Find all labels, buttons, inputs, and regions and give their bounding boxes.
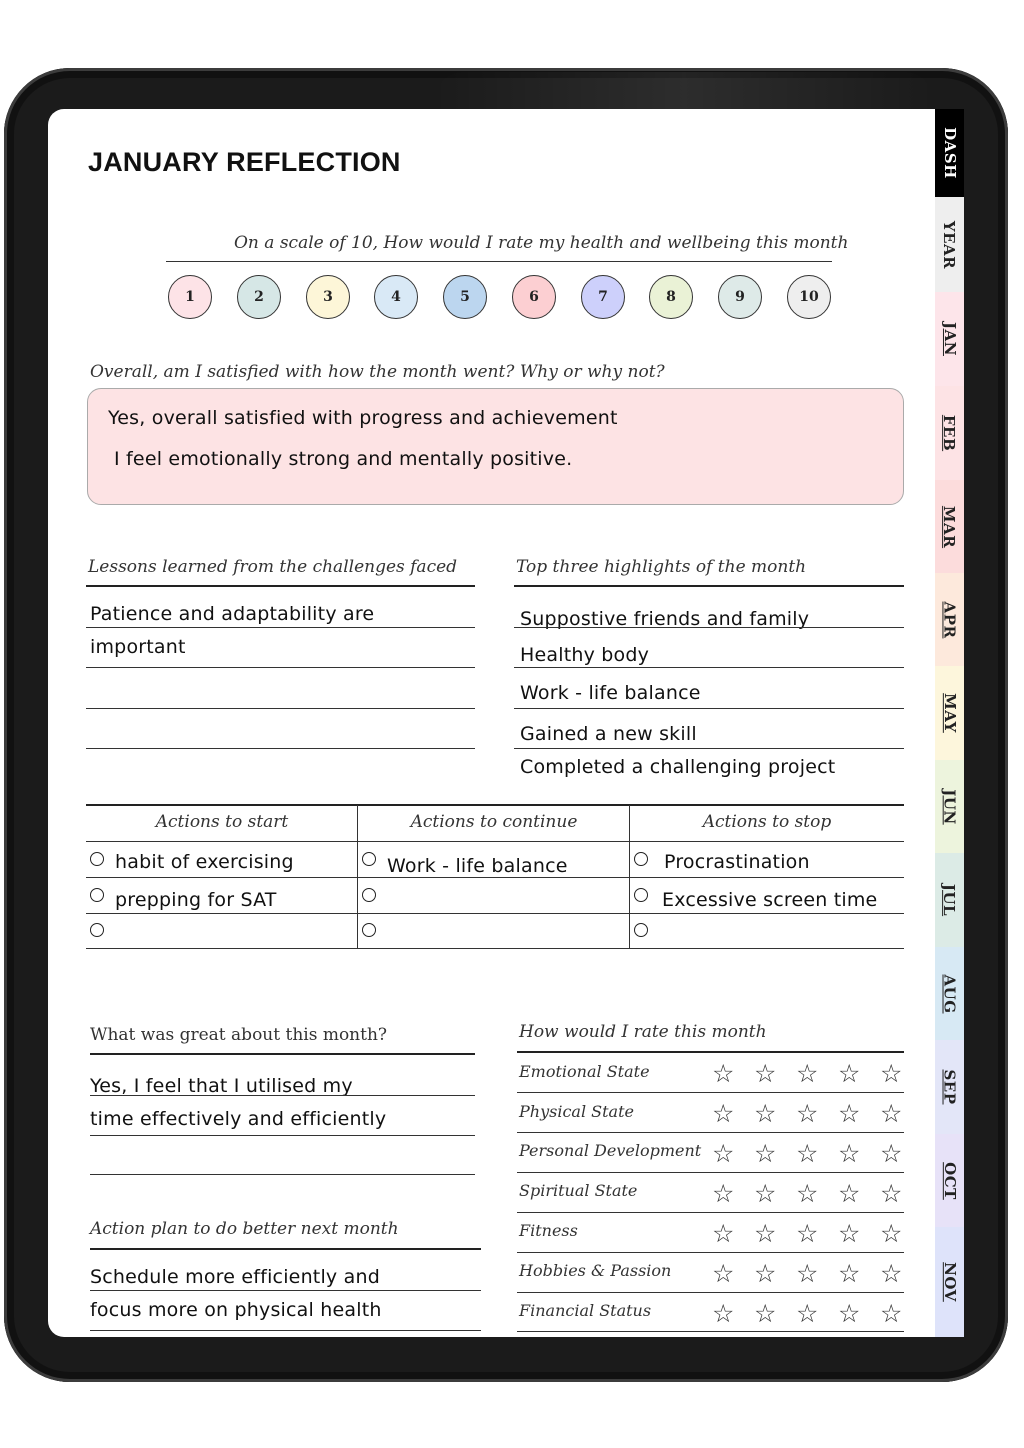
star-icon[interactable]: ☆	[838, 1059, 861, 1088]
rating-stars-physical	[712, 1101, 908, 1127]
star-icon[interactable]: ☆	[796, 1099, 819, 1128]
star-icon[interactable]: ☆	[796, 1059, 819, 1088]
plan-line-1[interactable]: Schedule more efficiently and	[90, 1266, 380, 1288]
lessons-rule	[86, 627, 475, 628]
star-icon[interactable]: ☆	[712, 1179, 735, 1208]
scale-option-9[interactable]: 9	[718, 275, 762, 319]
rating-stars-emotional	[712, 1061, 908, 1087]
actions-bottom-rule	[86, 948, 904, 949]
highlights-header-rule	[514, 585, 904, 587]
star-icon[interactable]: ☆	[880, 1259, 903, 1288]
star-icon[interactable]: ☆	[754, 1139, 777, 1168]
plan-line-2[interactable]: focus more on physical health	[90, 1299, 382, 1321]
rating-label-personal-development: Personal Development	[519, 1141, 702, 1160]
lessons-question: Lessons learned from the challenges faced	[88, 557, 458, 577]
rating-label-physical: Physical State	[519, 1102, 634, 1121]
tab-label: MAY	[940, 693, 959, 733]
actions-column-divider	[357, 805, 358, 949]
star-icon[interactable]: ☆	[754, 1179, 777, 1208]
star-icon[interactable]: ☆	[796, 1219, 819, 1248]
star-icon[interactable]: ☆	[754, 1059, 777, 1088]
tab-label: MAR	[940, 505, 959, 548]
great-rule	[90, 1095, 475, 1096]
plan-header-rule	[90, 1248, 481, 1250]
action-continue-1[interactable]: Work - life balance	[387, 855, 568, 877]
tab-aug[interactable]	[935, 947, 964, 1040]
tab-label: FEB	[940, 414, 959, 452]
star-icon[interactable]: ☆	[880, 1219, 903, 1248]
planner-screen	[48, 109, 964, 1337]
highlight-line-2[interactable]: Healthy body	[520, 644, 650, 666]
star-icon[interactable]: ☆	[712, 1299, 735, 1328]
star-icon[interactable]: ☆	[880, 1139, 903, 1168]
action-continue-checkbox-2[interactable]	[362, 888, 376, 902]
tab-jan[interactable]	[935, 292, 964, 386]
star-icon[interactable]: ☆	[712, 1259, 735, 1288]
actions-table-top-rule	[86, 804, 904, 806]
action-continue-checkbox-3[interactable]	[362, 923, 376, 937]
satisfaction-question: Overall, am I satisfied with how the month went? Why or why not?	[90, 362, 665, 382]
tab-jun[interactable]	[935, 760, 964, 853]
star-icon[interactable]: ☆	[712, 1059, 735, 1088]
star-icon[interactable]: ☆	[754, 1099, 777, 1128]
tab-label: APR	[940, 601, 959, 638]
actions-header-rule	[86, 841, 904, 842]
action-stop-checkbox-3[interactable]	[634, 923, 648, 937]
plan-question: Action plan to do better next month	[90, 1219, 399, 1239]
tab-label: DASH	[940, 127, 959, 179]
rating-header-rule	[517, 1051, 904, 1053]
tab-label: JUN	[940, 788, 959, 825]
scale-option-10[interactable]: 10	[787, 275, 831, 319]
satisfaction-answer-box[interactable]	[87, 388, 904, 505]
tab-oct[interactable]	[935, 1134, 964, 1227]
tab-label: AUG	[940, 973, 959, 1014]
rating-label-emotional: Emotional State	[519, 1062, 650, 1081]
action-stop-checkbox-2[interactable]	[634, 888, 648, 902]
lessons-line-2[interactable]: important	[90, 636, 186, 658]
lessons-line-1[interactable]: Patience and adaptability are	[90, 603, 375, 625]
actions-start-header: Actions to start	[155, 812, 289, 832]
rating-label-fitness: Fitness	[519, 1221, 578, 1240]
star-icon[interactable]: ☆	[712, 1139, 735, 1168]
rating-label-financial: Financial Status	[519, 1301, 652, 1320]
rating-stars-spiritual	[712, 1181, 908, 1207]
scale-option-1[interactable]: 1	[168, 275, 212, 319]
highlight-line-3[interactable]: Work - life balance	[520, 682, 701, 704]
rating-stars-fitness	[712, 1221, 908, 1247]
tab-nov[interactable]	[935, 1227, 964, 1337]
highlights-rule	[514, 667, 904, 668]
lessons-rule	[86, 667, 475, 668]
scale-option-5[interactable]: 5	[443, 275, 487, 319]
star-icon[interactable]: ☆	[838, 1219, 861, 1248]
rating-rule	[517, 1132, 904, 1133]
star-icon[interactable]: ☆	[838, 1099, 861, 1128]
rating-stars-hobbies	[712, 1261, 908, 1287]
star-icon[interactable]: ☆	[838, 1259, 861, 1288]
rating-label-hobbies: Hobbies & Passion	[519, 1261, 672, 1280]
action-start-2[interactable]: prepping for SAT	[115, 889, 277, 911]
highlights-question: Top three highlights of the month	[516, 557, 807, 577]
star-icon[interactable]: ☆	[796, 1179, 819, 1208]
highlights-rule	[514, 748, 904, 749]
satisfaction-answer-line-2: I feel emotionally strong and mentally positive.	[114, 448, 573, 470]
tab-dash[interactable]	[935, 109, 964, 197]
lessons-rule	[86, 708, 475, 709]
actions-row-rule	[86, 913, 904, 914]
action-stop-2[interactable]: Excessive screen time	[662, 889, 878, 911]
scale-option-8[interactable]: 8	[649, 275, 693, 319]
actions-column-divider	[629, 805, 630, 949]
star-icon[interactable]: ☆	[838, 1299, 861, 1328]
action-start-checkbox-1[interactable]	[90, 852, 104, 866]
tab-jul[interactable]	[935, 853, 964, 947]
tab-may[interactable]	[935, 666, 964, 760]
rating-rule	[517, 1212, 904, 1213]
actions-continue-header: Actions to continue	[410, 812, 578, 832]
star-icon[interactable]: ☆	[712, 1099, 735, 1128]
scale-option-6[interactable]: 6	[512, 275, 556, 319]
great-line-2[interactable]: time effectively and efficiently	[90, 1108, 387, 1130]
scale-option-4[interactable]: 4	[374, 275, 418, 319]
rating-rule	[517, 1092, 904, 1093]
actions-stop-header: Actions to stop	[702, 812, 832, 832]
star-icon[interactable]: ☆	[754, 1299, 777, 1328]
page-title: JANUARY REFLECTION	[88, 147, 401, 177]
star-icon[interactable]: ☆	[880, 1059, 903, 1088]
satisfaction-answer-line-1: Yes, overall satisfied with progress and achievement	[108, 407, 618, 429]
star-icon[interactable]: ☆	[880, 1179, 903, 1208]
tab-label: JAN	[940, 322, 959, 356]
tab-label: YEAR	[940, 220, 959, 269]
health-scale-options	[168, 275, 832, 321]
highlight-line-4[interactable]: Gained a new skill	[520, 723, 697, 745]
action-stop-checkbox-1[interactable]	[634, 852, 648, 866]
star-icon[interactable]: ☆	[838, 1179, 861, 1208]
rating-stars-financial	[712, 1301, 908, 1327]
tab-label: OCT	[940, 1161, 959, 1200]
great-rule	[90, 1135, 475, 1136]
plan-rule	[90, 1330, 481, 1331]
action-start-checkbox-3[interactable]	[90, 923, 104, 937]
health-scale-question: On a scale of 10, How would I rate my health and wellbeing this month	[234, 233, 849, 253]
tab-label: NOV	[940, 1262, 959, 1302]
highlights-rule	[514, 708, 904, 709]
star-icon[interactable]: ☆	[880, 1099, 903, 1128]
star-icon[interactable]: ☆	[754, 1219, 777, 1248]
tab-label: JUL	[940, 883, 959, 917]
tab-label: SEP	[940, 1069, 959, 1105]
reflection-page	[48, 109, 936, 1337]
rating-rule	[517, 1292, 904, 1293]
great-line-1[interactable]: Yes, I feel that I utilised my	[90, 1075, 353, 1097]
star-icon[interactable]: ☆	[712, 1219, 735, 1248]
action-stop-1[interactable]: Procrastination	[664, 851, 810, 873]
rating-question: How would I rate this month	[519, 1022, 767, 1042]
tab-apr[interactable]	[935, 573, 964, 666]
great-rule	[90, 1174, 475, 1175]
side-tab-bar	[935, 109, 964, 1337]
scale-option-7[interactable]: 7	[581, 275, 625, 319]
star-icon[interactable]: ☆	[796, 1139, 819, 1168]
rating-rule	[517, 1172, 904, 1173]
rating-stars-personal-development	[712, 1141, 908, 1167]
tab-sep[interactable]	[935, 1040, 964, 1134]
action-start-checkbox-2[interactable]	[90, 888, 104, 902]
great-header-rule	[90, 1053, 475, 1055]
star-icon[interactable]: ☆	[880, 1299, 903, 1328]
actions-row-rule	[86, 877, 904, 878]
scale-option-2[interactable]: 2	[237, 275, 281, 319]
star-icon[interactable]: ☆	[754, 1259, 777, 1288]
star-icon[interactable]: ☆	[796, 1259, 819, 1288]
lessons-rule	[86, 748, 475, 749]
highlight-line-5[interactable]: Completed a challenging project	[520, 756, 836, 778]
tab-feb[interactable]	[935, 386, 964, 480]
great-question: What was great about this month?	[90, 1025, 388, 1045]
highlight-line-1[interactable]: Suppostive friends and family	[520, 608, 810, 630]
highlights-rule	[514, 627, 904, 628]
action-continue-checkbox-1[interactable]	[362, 852, 376, 866]
rating-label-spiritual: Spiritual State	[519, 1181, 638, 1200]
tab-mar[interactable]	[935, 480, 964, 573]
star-icon[interactable]: ☆	[796, 1299, 819, 1328]
plan-rule	[90, 1290, 481, 1291]
rating-rule	[517, 1252, 904, 1253]
lessons-header-rule	[86, 585, 475, 587]
star-icon[interactable]: ☆	[838, 1139, 861, 1168]
scale-option-3[interactable]: 3	[306, 275, 350, 319]
health-scale-divider	[166, 261, 832, 262]
action-start-1[interactable]: habit of exercising	[115, 851, 294, 873]
tab-year[interactable]	[935, 197, 964, 292]
rating-rule	[517, 1331, 904, 1332]
